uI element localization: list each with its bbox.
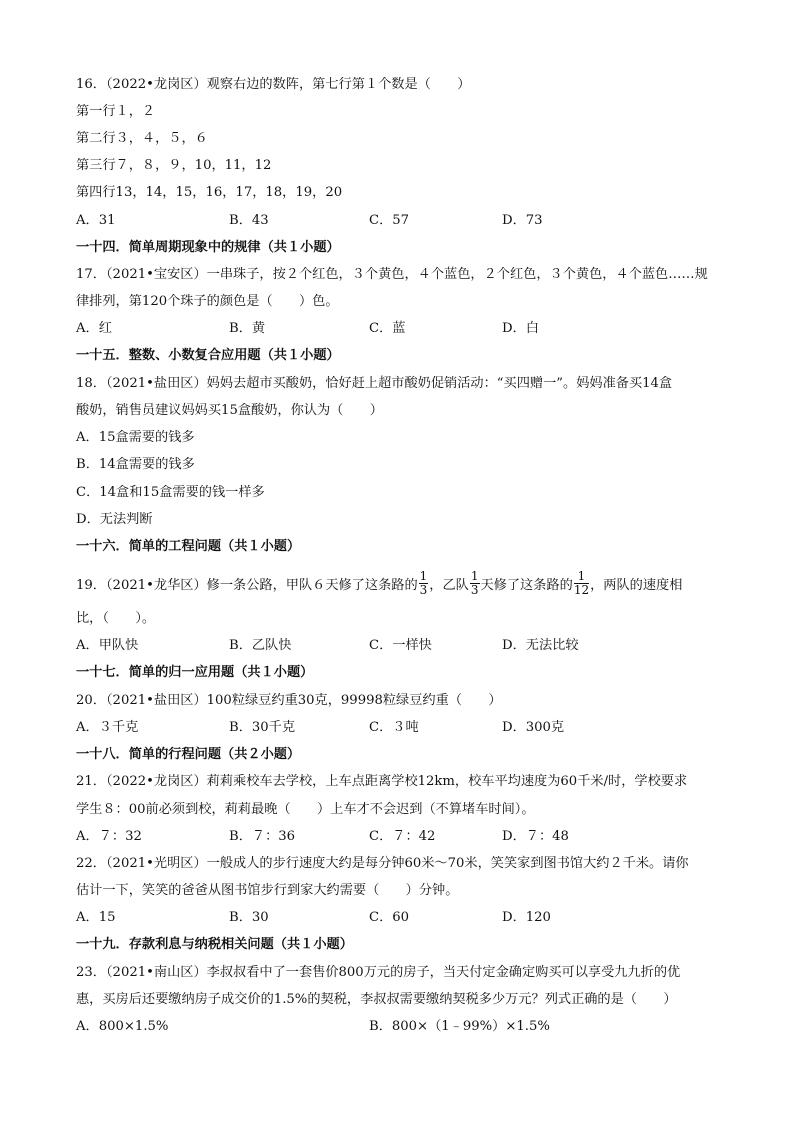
q19-fraction-3 bbox=[574, 570, 589, 597]
section-heading-19: 一十九．存款利息与纳税相关问题（共１小题） bbox=[76, 937, 353, 952]
section-heading-17: 一十七．简单的归一应用题（共１小题） bbox=[76, 665, 314, 680]
q16-row-2: 第二行３，４，５，６ bbox=[76, 131, 208, 146]
q18-option-d: D．无法判断 bbox=[76, 512, 153, 527]
q17-line-2: 律排列，第120个珠子的颜色是（ ）色。 bbox=[76, 294, 339, 309]
q16-option-b: B．43 bbox=[229, 213, 269, 228]
section-heading-18: 一十八．简单的行程问题（共２小题） bbox=[76, 747, 301, 762]
q20-option-b: B．30千克 bbox=[229, 720, 296, 735]
q19-text-2: ，乙队 bbox=[429, 578, 469, 593]
q18-option-c: C．14盒和15盒需要的钱一样多 bbox=[76, 485, 265, 500]
q21-option-d: D．７：48 bbox=[502, 829, 569, 844]
section-heading-14: 一十四．简单周期现象中的规律（共１小题） bbox=[76, 240, 340, 255]
q17-option-c: C．蓝 bbox=[369, 321, 406, 336]
q19-text-4: ，两队的速度相 bbox=[590, 578, 683, 593]
q22-line-2: 估计一下，笑笑的爸爸从图书馆步行到家大约需要（ ）分钟。 bbox=[76, 883, 459, 898]
q21-option-a: A．７：32 bbox=[76, 829, 142, 844]
q22-option-b: B．30 bbox=[229, 910, 269, 925]
q19-line-2: 比，（ ）。 bbox=[76, 611, 156, 626]
q16-stem: 16．（2022•龙岗区）观察右边的数阵，第七行第１个数是（ ） bbox=[76, 77, 471, 92]
q21-line-2: 学生８：00前必须到校，莉莉最晚（ ）上车才不会迟到（不算堵车时间）。 bbox=[76, 802, 535, 817]
q18-option-b: B．14盒需要的钱多 bbox=[76, 457, 195, 472]
q18-option-a: A．15盒需要的钱多 bbox=[76, 430, 195, 445]
q21-option-c: C．７：42 bbox=[369, 829, 436, 844]
q19-text-3: 天修了这条路的 bbox=[480, 578, 573, 593]
q19-fraction-2-denominator: 3 bbox=[470, 583, 479, 597]
q17-line-1: 17．（2021•宝安区）一串珠子，按２个红色，３个黄色，４个蓝色，２个红色，３个黄色，４个蓝色……规 bbox=[76, 267, 708, 282]
q21-option-b: B．７：36 bbox=[229, 829, 296, 844]
section-heading-15: 一十五．整数、小数复合应用题（共１小题） bbox=[76, 348, 340, 363]
q19-option-d: D．无法比较 bbox=[502, 638, 579, 653]
q19-fraction-1 bbox=[419, 570, 429, 597]
q22-option-c: C．60 bbox=[369, 910, 410, 925]
q20-stem: 20．（2021•盐田区）100粒绿豆约重30克，99998粒绿豆约重（ ） bbox=[76, 693, 502, 708]
q18-line-1: 18．（2021•盐田区）妈妈去超市买酸奶，恰好赶上超市酸奶促销活动：“买四赠一”。妈妈准备买14盒 bbox=[76, 376, 673, 391]
q19-option-b: B．乙队快 bbox=[229, 638, 292, 653]
q18-line-2: 酸奶，销售员建议妈妈买15盒酸奶，你认为（ ） bbox=[76, 403, 383, 418]
q20-option-d: D．300克 bbox=[502, 720, 565, 735]
q19-fraction-2 bbox=[470, 570, 480, 597]
q19-fraction-2-numerator: 1 bbox=[470, 569, 479, 583]
q23-option-a: A．800×1.5% bbox=[76, 1019, 169, 1034]
q16-row-1: 第一行１，２ bbox=[76, 104, 156, 119]
q19-fraction-3-denominator: 12 bbox=[573, 583, 590, 597]
q19-fraction-3-numerator: 1 bbox=[574, 570, 589, 584]
q22-option-d: D．120 bbox=[502, 910, 551, 925]
q19-fraction-1-denominator: 3 bbox=[419, 583, 428, 597]
q19-option-c: C．一样快 bbox=[369, 638, 432, 653]
q16-option-a: A．31 bbox=[76, 213, 116, 228]
q19-text-1: 19．（2021•龙华区）修一条公路，甲队６天修了这条路的 bbox=[76, 578, 418, 593]
q21-line-1: 21．（2022•龙岗区）莉莉乘校车去学校，上车点距离学校12km，校车平均速度为60千米/时，学校要求 bbox=[76, 774, 688, 789]
q20-option-a: A．３千克 bbox=[76, 720, 139, 735]
q22-option-a: A．15 bbox=[76, 910, 116, 925]
q23-line-1: 23．（2021•南山区）李叔叔看中了一套售价800万元的房子，当天付定金确定购买可以享受九九折的优 bbox=[76, 965, 681, 980]
q16-option-d: D．73 bbox=[502, 213, 543, 228]
q17-option-b: B．黄 bbox=[229, 321, 266, 336]
q16-option-c: C．57 bbox=[369, 213, 410, 228]
q16-row-4: 第四行13，14，15，16，17，18，19，20 bbox=[76, 185, 343, 200]
q19-fraction-1-numerator: 1 bbox=[419, 569, 428, 583]
q16-row-3: 第三行７，８，９，10，11，12 bbox=[76, 158, 272, 173]
section-heading-16: 一十六．简单的工程问题（共１小题） bbox=[76, 539, 301, 554]
q20-option-c: C．３吨 bbox=[369, 720, 419, 735]
q17-option-a: A．红 bbox=[76, 321, 112, 336]
q23-line-2: 惠，买房后还要缴纳房子成交价的1.5%的契税，李叔叔需要缴纳契税多少万元？列式正确的是（ ） bbox=[76, 992, 677, 1007]
q22-line-1: 22．（2021•光明区）一般成人的步行速度大约是每分钟60米～70米，笑笑家到图书馆大约２千米。请你 bbox=[76, 856, 689, 871]
q23-option-b: B．800×（1﹣99%）×1.5% bbox=[369, 1019, 550, 1034]
q19-line-1 bbox=[76, 569, 683, 599]
q19-option-a: A．甲队快 bbox=[76, 638, 139, 653]
q17-option-d: D．白 bbox=[502, 321, 539, 336]
